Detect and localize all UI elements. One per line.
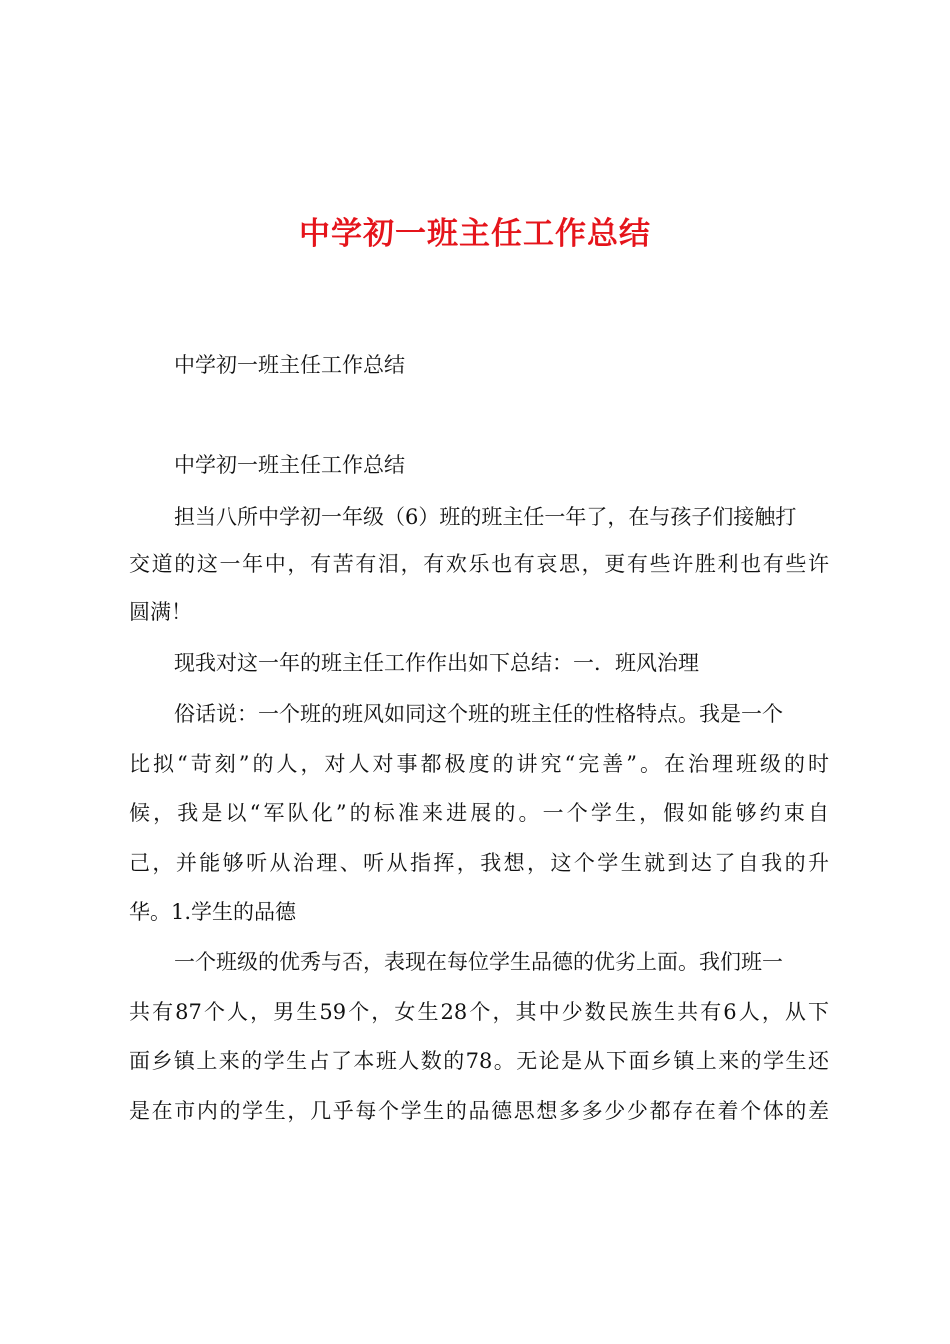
document-title: 中学初一班主任工作总结 <box>299 216 651 252</box>
paragraph-line: 一个班级的优秀与否，表现在每位学生品德的优劣上面。我们班一 <box>174 950 783 974</box>
paragraph-line: 是在市内的学生，几乎每个学生的品德思想多多少少都存在着个体的差 <box>129 1099 829 1123</box>
paragraph-line: 面乡镇上来的学生占了本班人数的78。无论是从下面乡镇上来的学生还 <box>129 1049 829 1073</box>
paragraph-line: 现我对这一年的班主任工作作出如下总结：一．班风治理 <box>174 651 699 675</box>
subtitle-line: 中学初一班主任工作总结 <box>174 353 405 377</box>
paragraph-line: 担当八所中学初一年级（6）班的班主任一年了，在与孩子们接触打 <box>174 505 797 529</box>
paragraph-line: 圆满！ <box>129 600 192 624</box>
paragraph-line: 俗话说：一个班的班风如同这个班的班主任的性格特点。我是一个 <box>174 702 783 726</box>
paragraph-line: 候，我是以“军队化”的标准来进展的。一个学生，假如能够约束自 <box>129 801 829 825</box>
paragraph-line: 交道的这一年中，有苦有泪，有欢乐也有哀思，更有些许胜利也有些许 <box>129 552 829 576</box>
paragraph-line: 华。1.学生的品德 <box>129 900 297 924</box>
paragraph-line: 己，并能够听从治理、听从指挥，我想，这个学生就到达了自我的升 <box>129 851 829 875</box>
paragraph-line: 共有87个人，男生59个，女生28个，其中少数民族生共有6人，从下 <box>129 1000 829 1024</box>
paragraph-line: 比拟“苛刻”的人，对人对事都极度的讲究“完善”。在治理班级的时 <box>129 752 829 776</box>
heading-line: 中学初一班主任工作总结 <box>174 453 405 477</box>
